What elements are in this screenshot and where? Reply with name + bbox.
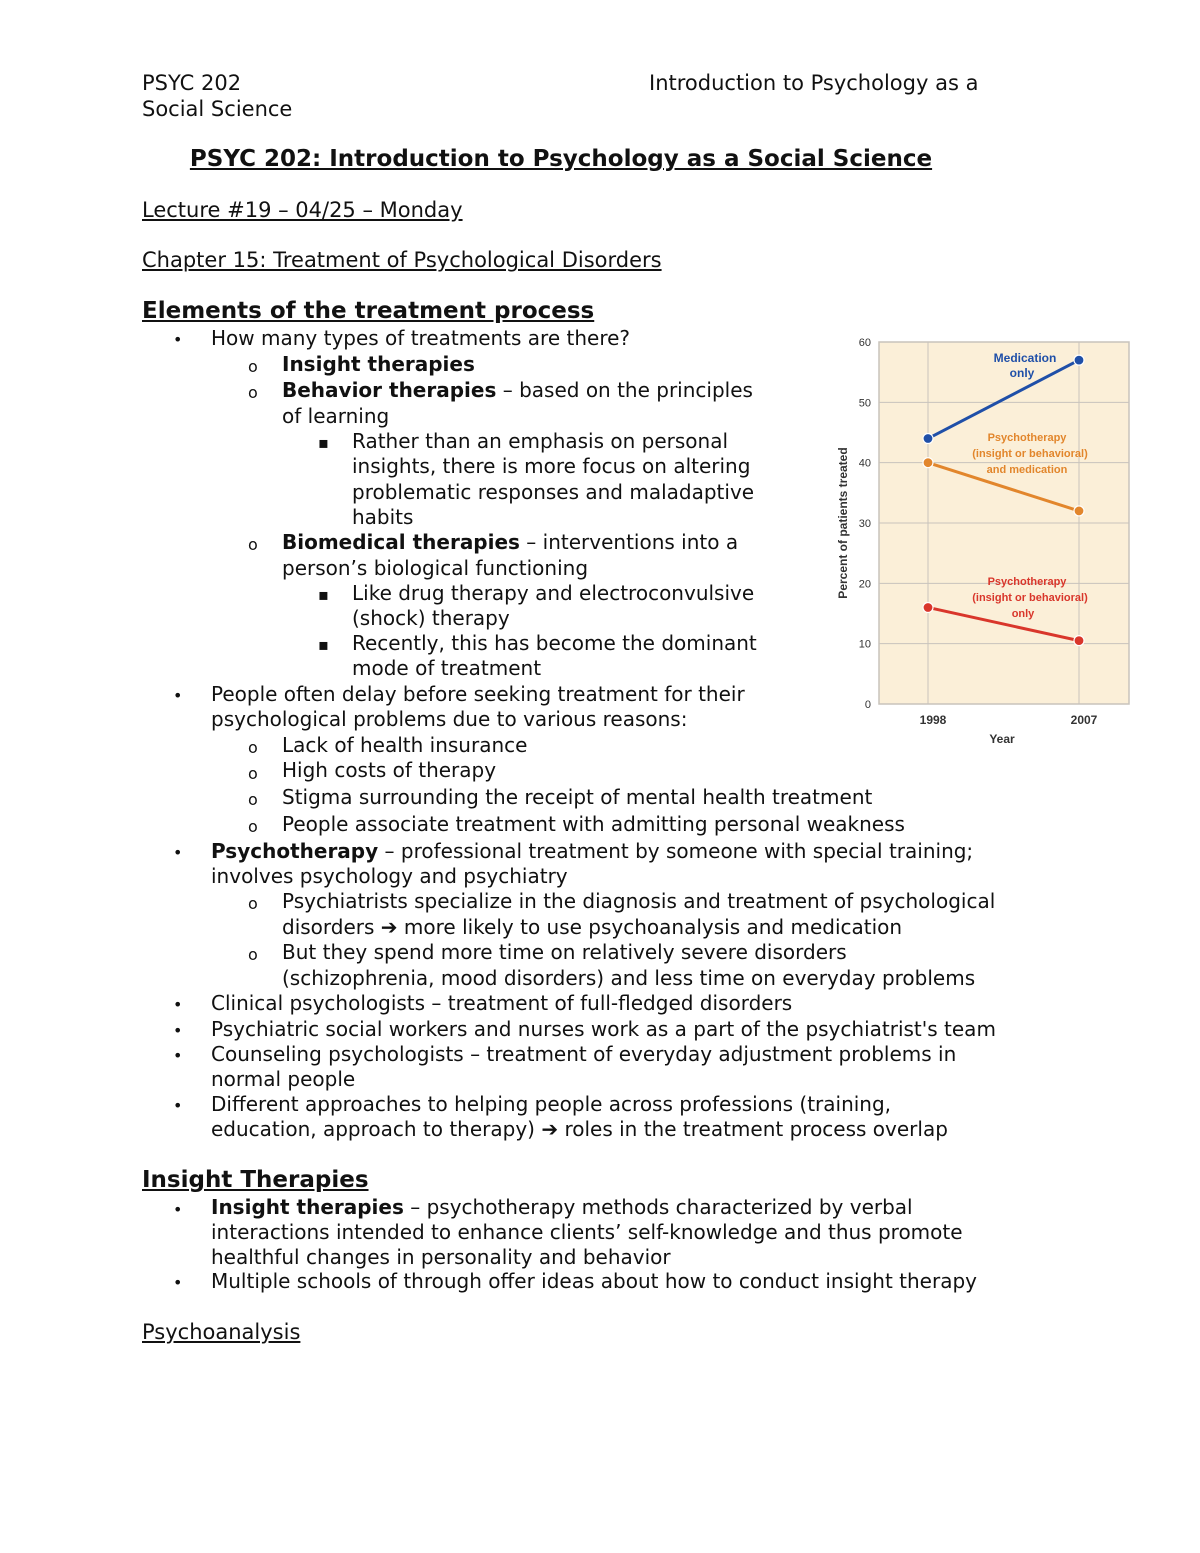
term: Behavior therapies — [282, 378, 497, 402]
list-item: People associate treatment with admitting personal weakness — [282, 812, 905, 836]
y-tick-label: 0 — [864, 699, 871, 711]
bullet: • — [173, 843, 183, 862]
bullet: o — [248, 945, 258, 964]
list-item: Psychiatric social workers and nurses work as a part of the psychiatrist's team — [211, 1017, 996, 1041]
series-label-psychotherapy: (insight or behavioral) — [972, 592, 1088, 604]
series-label-medication: Medication — [993, 351, 1057, 365]
list-item-cont: (shock) therapy — [352, 606, 510, 630]
bullet: ▪ — [318, 635, 329, 654]
y-tick-label: 30 — [858, 518, 871, 530]
list-item — [211, 1195, 913, 1220]
list-item-cont: interactions intended to enhance clients’ self-knowledge and thus promote — [211, 1220, 963, 1244]
list-item — [282, 530, 738, 555]
list-item-cont: (schizophrenia, mood disorders) and less time on everyday problems — [282, 966, 976, 990]
definition: – interventions into a — [519, 530, 739, 554]
section-heading-psychoanalysis: Psychoanalysis — [142, 1320, 301, 1344]
data-point — [1074, 636, 1084, 646]
term: Biomedical therapies — [282, 530, 520, 554]
list-item: Lack of health insurance — [282, 733, 528, 757]
text-run: roles in the treatment process overlap — [558, 1117, 948, 1141]
x-axis-ticks — [920, 713, 1098, 727]
series-label-medication: only — [1009, 366, 1035, 380]
y-axis-label: Percent of patients treated — [836, 447, 850, 599]
list-item: Different approaches to helping people across professions (training, — [211, 1092, 892, 1116]
y-tick-label: 50 — [858, 397, 871, 410]
y-axis-ticks — [859, 337, 871, 711]
y-tick-label: 10 — [858, 638, 871, 651]
definition: – professional treatment by someone with special training; — [378, 839, 974, 863]
x-tick-label: 1998 — [919, 713, 947, 727]
list-item: People often delay before seeking treatment for their — [211, 682, 745, 706]
bullet: • — [173, 1021, 183, 1040]
list-item: Like drug therapy and electroconvulsive — [352, 581, 755, 605]
bullet: o — [248, 738, 258, 757]
y-tick-label: 40 — [858, 457, 871, 470]
header-course-subtitle: Social Science — [142, 97, 293, 121]
arrow-icon: ➔ — [380, 915, 398, 939]
series-label-combined: and medication — [986, 464, 1068, 476]
list-item-cont: habits — [352, 505, 414, 529]
bullet: ▪ — [318, 433, 329, 452]
list-item: Insight therapies — [282, 352, 475, 376]
data-point — [923, 434, 933, 444]
list-item-cont — [211, 1117, 948, 1142]
y-tick-label: 20 — [858, 578, 871, 591]
page-title: PSYC 202: Introduction to Psychology as a Social Science — [189, 146, 933, 172]
bullet: • — [173, 1096, 183, 1115]
lecture-heading: Lecture #19 – 04/25 – Monday — [142, 198, 463, 222]
term: Psychotherapy — [211, 839, 379, 863]
list-item: But they spend more time on relatively severe disorders — [282, 940, 847, 964]
text-run: disorders — [282, 915, 381, 939]
list-item: Counseling psychologists – treatment of everyday adjustment problems in — [211, 1042, 957, 1066]
x-axis-label: Year — [989, 732, 1015, 746]
x-tick-label: 2007 — [1070, 713, 1098, 727]
header-right: Introduction to Psychology as a — [649, 71, 979, 95]
series-label-psychotherapy: Psychotherapy — [987, 576, 1067, 588]
bullet: o — [248, 790, 258, 809]
data-point — [1074, 506, 1084, 516]
list-item-cont: mode of treatment — [352, 656, 542, 680]
bullet: ▪ — [318, 585, 329, 604]
list-item — [282, 378, 753, 403]
list-item-cont: healthful changes in personality and behavior — [211, 1245, 671, 1269]
series-label-psychotherapy: only — [1011, 608, 1035, 620]
definition: – based on the principles — [496, 378, 753, 402]
bullet: • — [173, 1200, 183, 1219]
list-item-cont: psychological problems due to various reasons: — [211, 707, 688, 731]
bullet: • — [173, 330, 183, 349]
bullet: o — [248, 357, 258, 376]
list-item: Stigma surrounding the receipt of mental health treatment — [282, 785, 873, 809]
list-item: Clinical psychologists – treatment of full-fledged disorders — [211, 991, 793, 1015]
bullet: • — [173, 995, 183, 1014]
bullet: • — [173, 1273, 183, 1292]
bullet: o — [248, 764, 258, 783]
list-item: Recently, this has become the dominant — [352, 631, 757, 655]
header-course-code: PSYC 202 — [142, 71, 242, 95]
y-tick-label: 60 — [858, 337, 871, 349]
bullet: o — [248, 383, 258, 402]
text-run: education, approach to therapy) — [211, 1117, 542, 1141]
bullet: o — [248, 817, 258, 836]
list-item-cont: of learning — [282, 404, 390, 428]
text-run: more likely to use psychoanalysis and medication — [397, 915, 903, 939]
arrow-icon: ➔ — [541, 1117, 559, 1141]
list-item-cont: person’s biological functioning — [282, 556, 589, 580]
list-item-cont: normal people — [211, 1067, 356, 1091]
list-item: High costs of therapy — [282, 758, 497, 782]
list-item — [211, 839, 973, 864]
data-point — [923, 602, 933, 612]
list-item-cont: problematic responses and maladaptive — [352, 480, 755, 504]
data-point — [1074, 355, 1084, 365]
list-item-cont — [282, 915, 902, 940]
chapter-heading: Chapter 15: Treatment of Psychological Disorders — [142, 248, 662, 272]
bullet: o — [248, 894, 258, 913]
treatment-trends-chart — [825, 330, 1135, 750]
list-item-cont: insights, there is more focus on altering — [352, 454, 751, 478]
bullet: • — [173, 686, 183, 705]
term: Insight therapies — [211, 1195, 404, 1219]
list-item: Rather than an emphasis on personal — [352, 429, 729, 453]
header-left — [142, 70, 292, 122]
section-heading-treatment-process: Elements of the treatment process — [142, 298, 595, 324]
list-item: Psychiatrists specialize in the diagnosis and treatment of psychological — [282, 889, 996, 913]
list-item: Multiple schools of through offer ideas about how to conduct insight therapy — [211, 1269, 977, 1293]
section-heading-insight-therapies: Insight Therapies — [142, 1167, 369, 1193]
series-label-combined: Psychotherapy — [987, 432, 1067, 444]
definition: – psychotherapy methods characterized by verbal — [403, 1195, 913, 1219]
bullet: • — [173, 1046, 183, 1065]
list-item: How many types of treatments are there? — [211, 326, 631, 350]
data-point — [923, 458, 933, 468]
list-item-cont: involves psychology and psychiatry — [211, 864, 568, 888]
bullet: o — [248, 535, 258, 554]
series-label-combined: (insight or behavioral) — [972, 448, 1088, 460]
